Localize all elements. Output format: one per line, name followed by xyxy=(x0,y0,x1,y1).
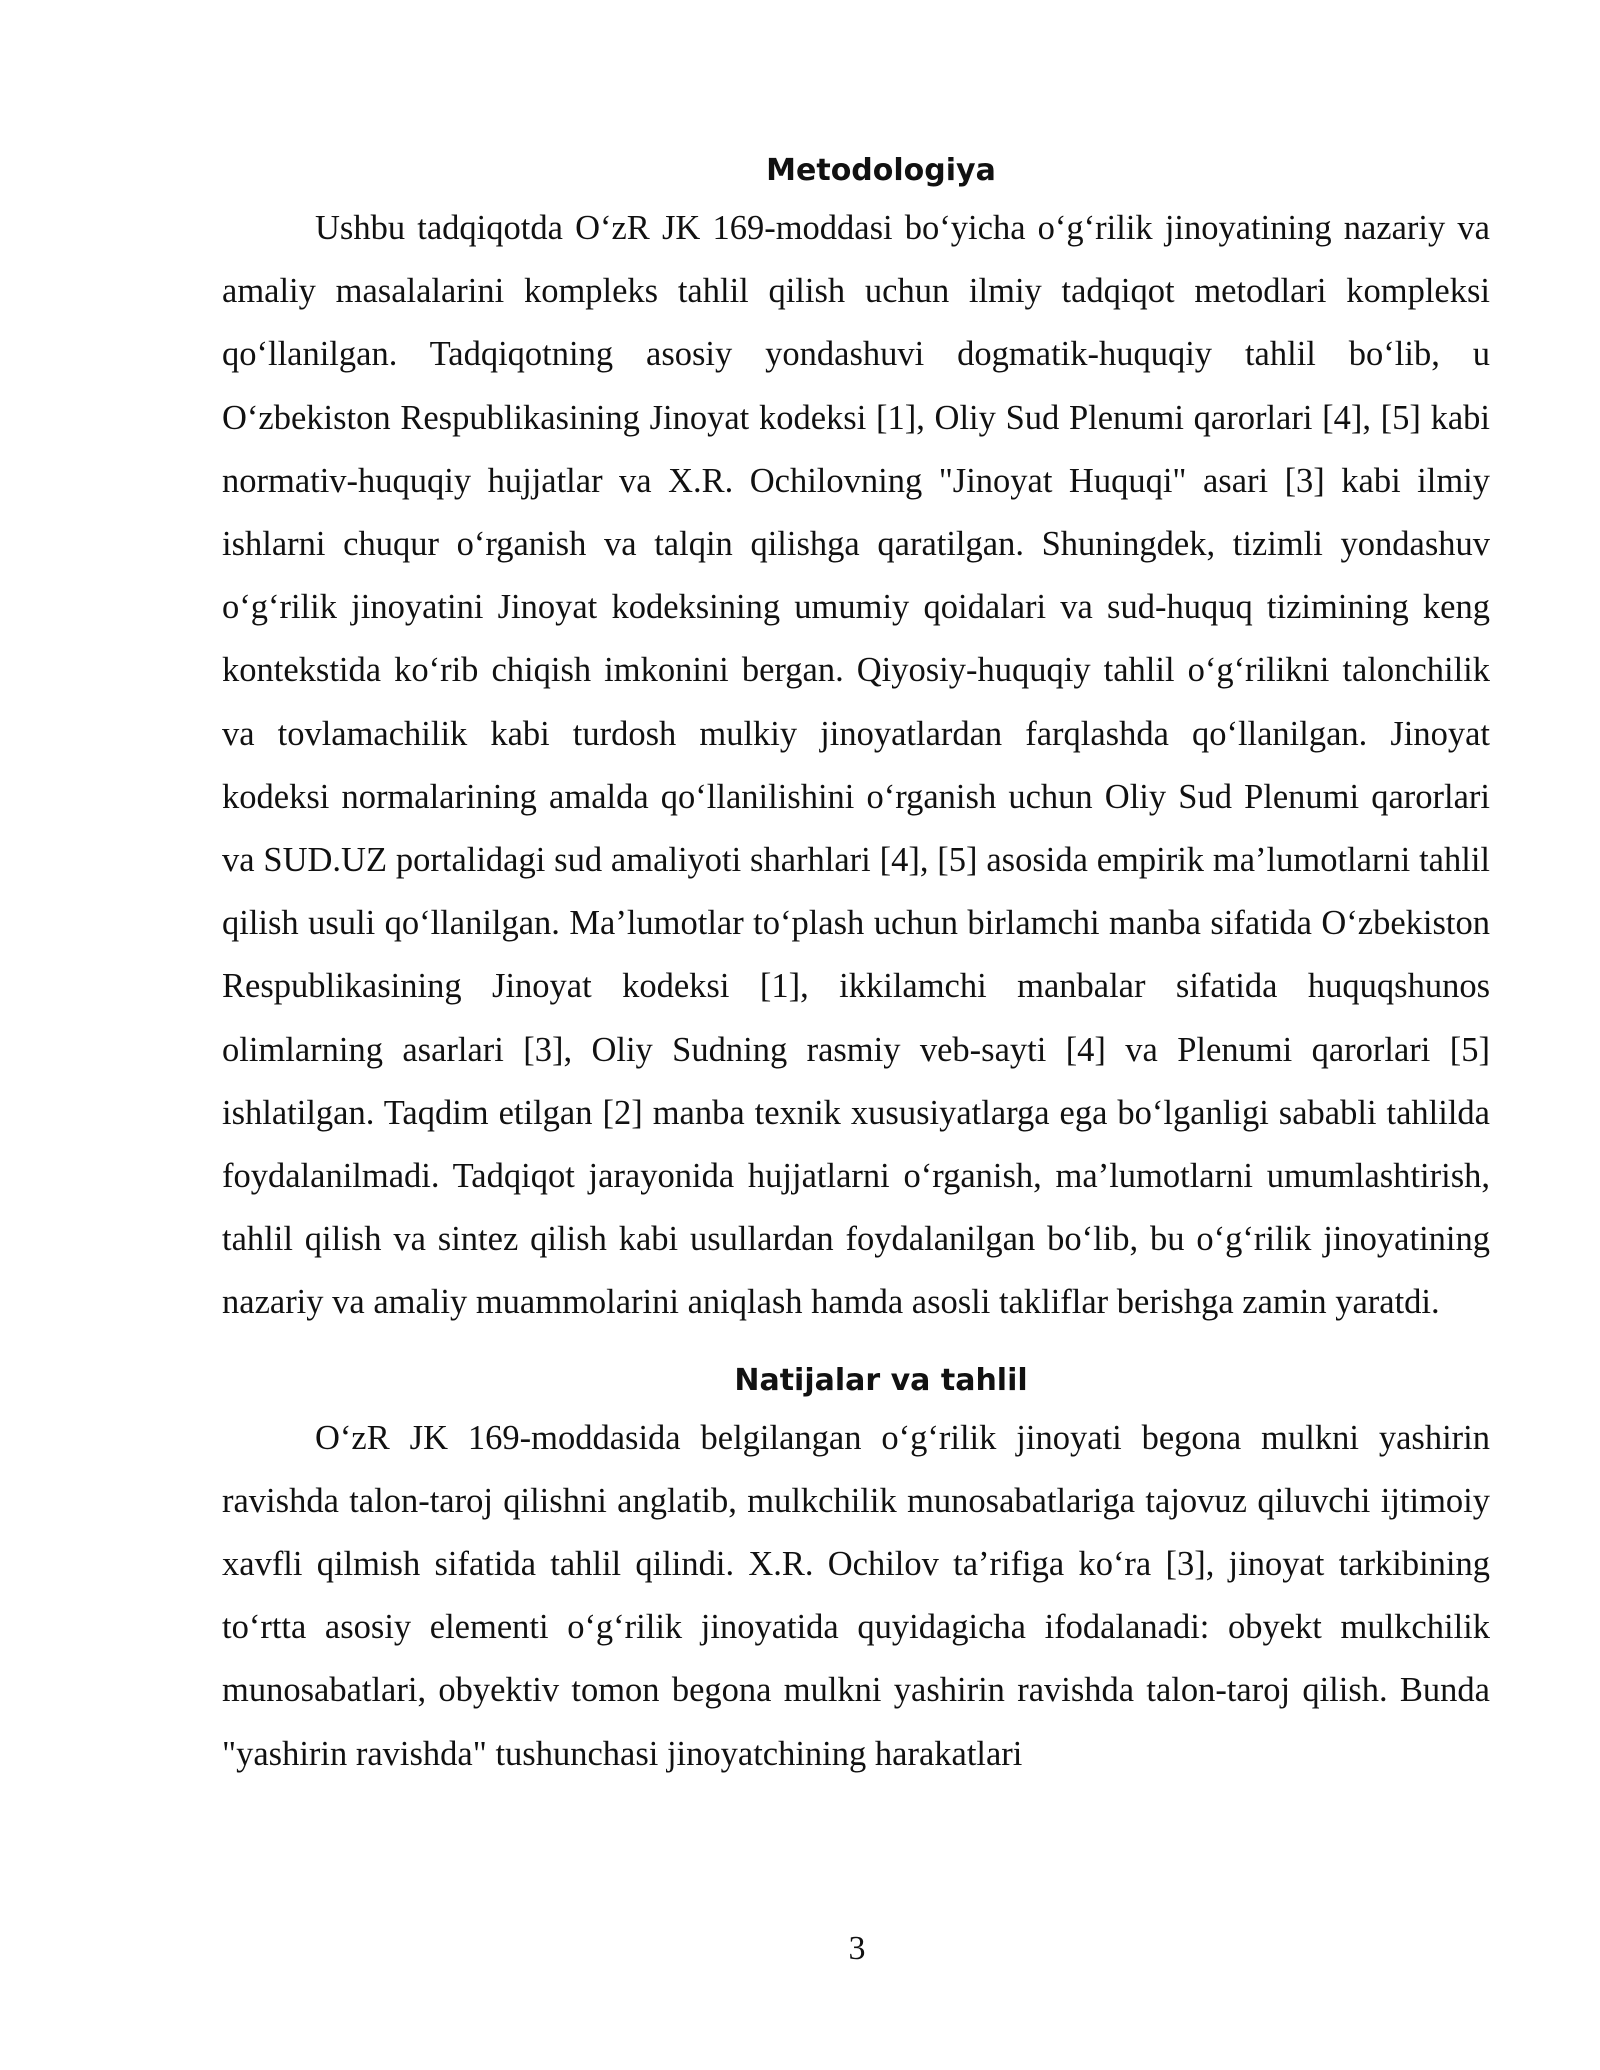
page-number: 3 xyxy=(848,1930,866,1967)
document-page xyxy=(222,145,1490,1786)
section-heading-methodology: Metodologiya xyxy=(766,153,996,188)
results-paragraph: O‘zR JK 169-moddasida belgilangan o‘g‘rilik jinoyati begona mulkni yashirin ravishda talon-taroj qilishni anglatib, mulkchilik munosabatlariga tajovuz qiluvchi ijtimoiy xavfli qilmish sifatida tahlil qilindi. X.R. Ochilov ta’rifiga ko‘ra [3], jinoyat tarkibining to‘rtta asosiy elementi o‘g‘rilik jinoyatida quyidagicha ifodalanadi: obyekt mulkchilik munosabatlari, obyektiv tomon begona mulkni yashirin ravishda talon-taroj qilish. Bunda "yashirin ravishda" tushunchasi jinoyatchining harakatlari xyxy=(222,1418,1490,1773)
methodology-paragraph: Ushbu tadqiqotda O‘zR JK 169-moddasi bo‘yicha o‘g‘rilik jinoyatining nazariy va amaliy masalalarini kompleks tahlil qilish uchun ilmiy tadqiqot metodlari kompleksi qo‘llanilgan. Tadqiqotning asosiy yondashuvi dogmatik-huquqiy tahlil bo‘lib, u O‘zbekiston Respublikasining Jinoyat kodeksi [1], Oliy Sud Plenumi qarorlari [4], [5] kabi normativ-huquqiy hujjatlar va X.R. Ochilovning "Jinoyat Huquqi" asari [3] kabi ilmiy ishlarni chuqur o‘rganish va talqin qilishga qaratilgan. Shuningdek, tizimli yondashuv o‘g‘rilik jinoyatini Jinoyat kodeksining umumiy qoidalari va sud-huquq tizimining keng kontekstida ko‘rib chiqish imkonini bergan. Qiyosiy-huquqiy tahlil o‘g‘rilikni talonchilik va tovlamachilik kabi turdosh mulkiy jinoyatlardan farqlashda qo‘llanilgan. Jinoyat kodeksi normalarining amalda qo‘llanilishini o‘rganish uchun Oliy Sud Plenumi qarorlari va SUD.UZ portalidagi sud amaliyoti sharhlari [4], [5] asosida empirik ma’lumotlarni tahlil qilish usuli qo‘llanilgan. Ma’lumotlar to‘plash uchun birlamchi manba sifatida O‘zbekiston Respublikasining Jinoyat kodeksi [1], ikkilamchi manbalar sifatida huquqshunos olimlarning asarlari [3], Oliy Sudning rasmiy veb-sayti [4] va Plenumi qarorlari [5] ishlatilgan. Taqdim etilgan [2] manba texnik xususiyatlarga ega bo‘lganligi sababli tahlilda foydalanilmadi. Tadqiqot jarayonida hujjatlarni o‘rganish, ma’lumotlarni umumlashtirish, tahlil qilish va sintez qilish kabi usullardan foydalanilgan bo‘lib, bu o‘g‘rilik jinoyatining nazariy va amaliy muammolarini aniqlash hamda asosli takliflar berishga zamin yaratdi. xyxy=(222,209,1490,1322)
section-heading-results: Natijalar va tahlil xyxy=(734,1362,1028,1398)
